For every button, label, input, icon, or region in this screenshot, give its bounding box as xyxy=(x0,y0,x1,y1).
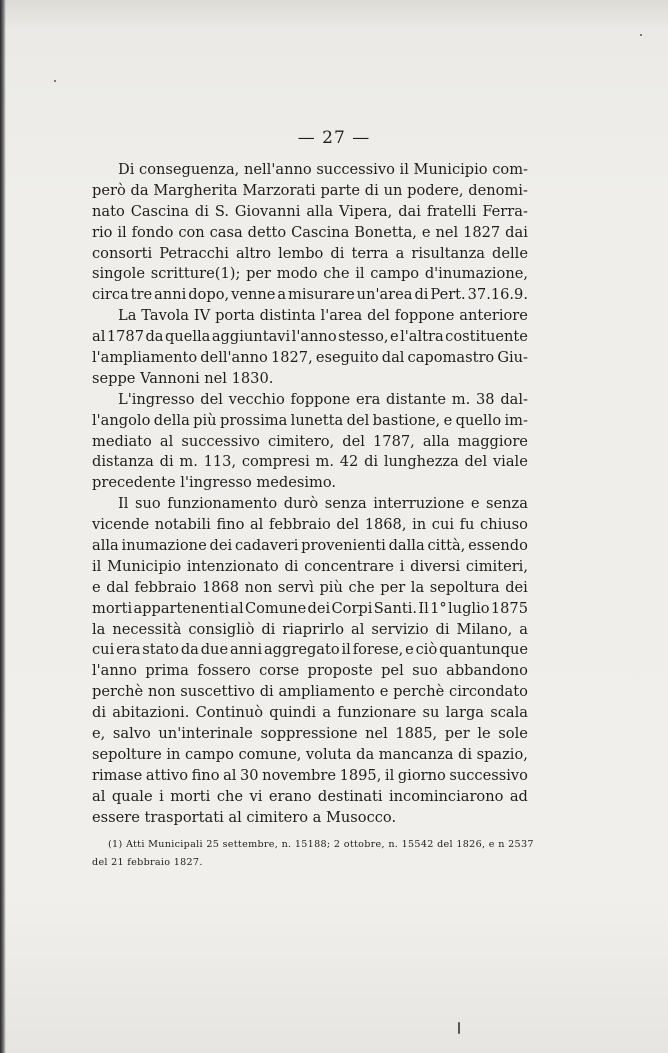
text-line: cui era stato da due anni aggregato il forese, e ciò quantunque xyxy=(92,641,528,659)
text-line: Di conseguenza, nell'anno successivo il Municipio com- xyxy=(118,161,528,178)
text-line: L'ingresso del vecchio foppone era distante m. 38 dal- xyxy=(118,390,528,408)
text-line: e, salvo un'interinale soppressione nel 1885, per le sole xyxy=(92,725,528,743)
page-edge-shadow xyxy=(0,0,6,1053)
text-line: Il suo funzionamento durò senza interruzione e senza xyxy=(118,495,528,513)
text-line: la necessità consigliò di riaprirlo al servizio di Milano, a xyxy=(92,620,528,638)
text-line: singole scritture(1); per modo che il campo d'inumazione, xyxy=(92,265,528,283)
text-line: vicende notabili fino al febbraio del 1868, in cui fu chiuso xyxy=(92,516,528,534)
main-text xyxy=(92,160,528,829)
paragraph xyxy=(92,160,528,306)
scan-speck xyxy=(458,1022,460,1034)
text-line: rimase attivo fino al 30 novembre 1895, il giorno successivo xyxy=(92,766,528,784)
paragraph xyxy=(92,306,528,390)
text-line: l'angolo della più prossima lunetta del bastione, e quello im- xyxy=(92,411,528,429)
text-line: alla inumazione dei cadaveri provenienti dalla città, essendo xyxy=(92,537,528,555)
page-number: — 27 — xyxy=(297,128,371,148)
text-line: precedente l'ingresso medesimo. xyxy=(92,474,337,492)
text-line: seppe Vannoni nel 1830. xyxy=(92,369,274,387)
text-line: La Tavola IV porta distinta l'area del foppone anteriore xyxy=(118,307,528,325)
text-line: rio il fondo con casa detto Cascina Bonetta, e nel 1827 dai xyxy=(92,223,528,241)
paragraph xyxy=(92,390,528,494)
text-line: l'ampliamento dell'anno 1827, eseguito dal capomastro Giu- xyxy=(92,349,528,367)
text-line: consorti Petracchi altro lembo di terra a risultanza delle xyxy=(92,244,528,262)
text-line: perchè non suscettivo di ampliamento e perchè circondato xyxy=(92,683,528,701)
scan-speck xyxy=(54,80,56,82)
text-line: e dal febbraio 1868 non servì più che per la sepoltura dei xyxy=(92,578,528,596)
text-line: sepolture in campo comune, voluta da mancanza di spazio, xyxy=(92,745,528,763)
text-line: l'anno prima fossero corse proposte pel suo abbandono xyxy=(92,662,528,680)
text-line: distanza di m. 113, compresi m. 42 di lunghezza del viale xyxy=(92,453,528,471)
text-line: di abitazioni. Continuò quindi a funzionare su larga scala xyxy=(92,704,528,722)
text-line: circa tre anni dopo, venne a misurare un'area di Pert. 37.16.9. xyxy=(92,286,528,304)
text-line: essere trasportati al cimitero a Musocco. xyxy=(92,808,397,826)
text-line: il Municipio intenzionato di concentrare i diversi cimiteri, xyxy=(92,557,528,575)
footnote-line: (1) Atti Municipali 25 settembre, n. 15188; 2 ottobre, n. 15542 del 1826, e n 2537 xyxy=(108,839,534,850)
text-line: al quale i morti che vi erano destinati incominciarono ad xyxy=(92,787,528,805)
text-line: mediato al successivo cimitero, del 1787, alla maggiore xyxy=(92,432,528,450)
scan-speck xyxy=(640,34,642,36)
footnote-line: del 21 febbraio 1827. xyxy=(92,857,203,868)
text-line: nato Cascina di S. Giovanni alla Vipera, dai fratelli Ferra- xyxy=(92,202,528,220)
footnote xyxy=(92,836,534,872)
text-line: al 1787 da quella aggiuntavi l'anno stesso, e l'altra costituente xyxy=(92,328,528,346)
paragraph xyxy=(92,494,528,828)
text-line: morti appartenenti al Comune dei Corpi Santi. Il 1° luglio 1875 xyxy=(92,599,528,617)
text-line: però da Margherita Marzorati parte di un podere, denomi- xyxy=(92,181,528,199)
